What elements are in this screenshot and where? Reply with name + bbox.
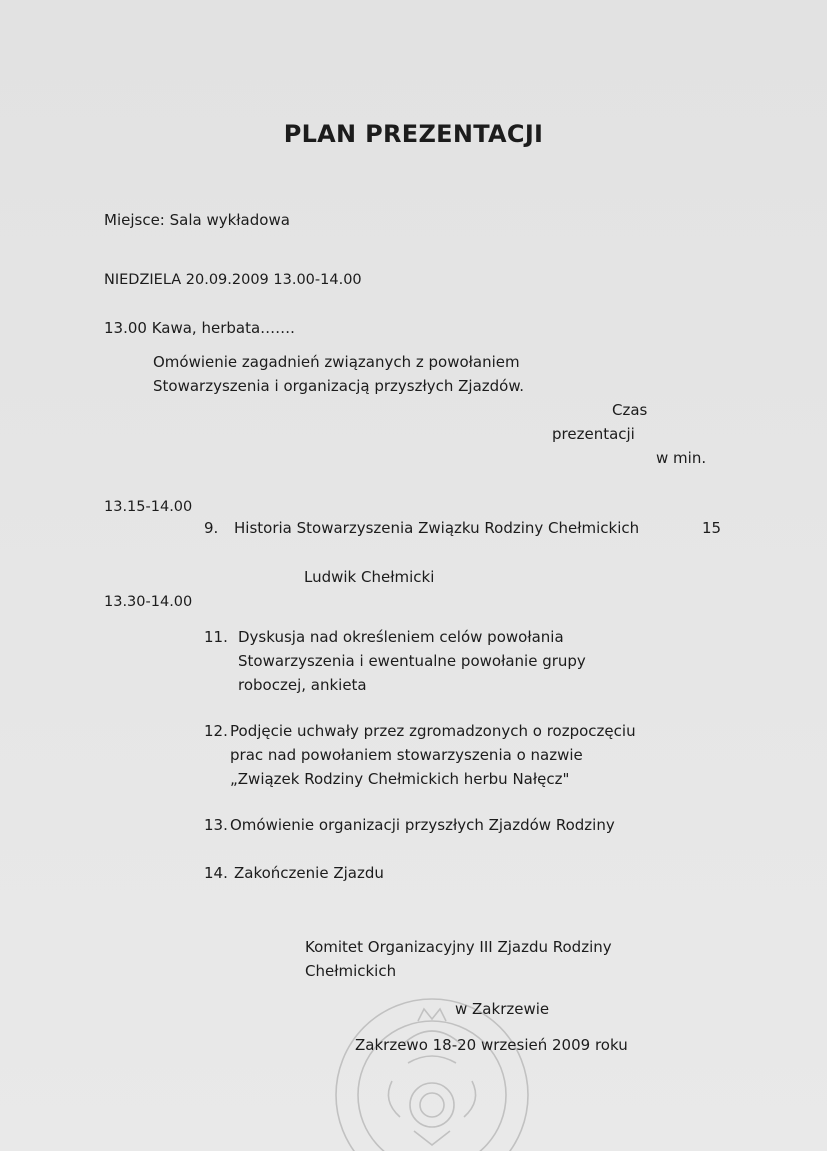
agenda-item-line: Dyskusja nad określeniem celów powołania — [238, 628, 564, 646]
slot2-time: 13.30-14.00 — [104, 594, 193, 610]
agenda-item-number: 12. — [204, 722, 228, 740]
agenda-item-line: Stowarzyszenia i ewentualne powołanie grupy — [238, 652, 586, 670]
agenda-item-line: roboczej, ankieta — [238, 676, 367, 694]
signature-place-date: Zakrzewo 18-20 wrzesień 2009 roku — [355, 1036, 628, 1054]
intro-line-2: Stowarzyszenia i organizacją przyszłych Zjazdów. — [153, 377, 525, 395]
signature-line-1: Komitet Organizacyjny III Zjazdu Rodziny — [305, 938, 612, 956]
agenda-item-line: Zakończenie Zjazdu — [234, 864, 384, 882]
agenda-item-line: Omówienie organizacji przyszłych Zjazdów Rodziny — [230, 816, 615, 834]
intro-line-1: Omówienie zagadnień związanych z powołaniem — [153, 353, 520, 371]
signature-line-3: w Zakrzewie — [455, 1000, 550, 1018]
slot1-minutes: 15 — [702, 519, 722, 537]
slot1-time: 13.15-14.00 — [104, 499, 193, 515]
slot1-number: 9. — [204, 519, 219, 537]
time-header-3: w min. — [656, 449, 707, 467]
slot1-speaker: Ludwik Chełmicki — [304, 568, 435, 586]
time-header-1: Czas — [612, 401, 648, 419]
agenda-item-13 — [204, 813, 724, 839]
time-header-2: prezentacji — [552, 425, 635, 443]
place-line: Miejsce: Sala wykładowa — [104, 211, 290, 229]
agenda-item-number: 13. — [204, 816, 228, 834]
agenda-item-line: „Związek Rodziny Chełmickich herbu Nałęcz" — [230, 770, 570, 788]
agenda-item-line: prac nad powołaniem stowarzyszenia o nazwie — [230, 746, 583, 764]
agenda-item-12 — [204, 719, 724, 793]
coffee-line: 13.00 Kawa, herbata……. — [104, 319, 295, 337]
page-title: PLAN PREZENTACJI — [283, 120, 544, 148]
agenda-item-number: 14. — [204, 864, 228, 882]
agenda-item-line: Podjęcie uchwały przez zgromadzonych o rozpoczęciu — [230, 722, 636, 740]
agenda-item-number: 11. — [204, 628, 228, 646]
agenda-item-11 — [204, 625, 724, 699]
signature-line-2: Chełmickich — [305, 962, 397, 980]
slot1-text: Historia Stowarzyszenia Związku Rodziny Chełmickich — [234, 519, 640, 537]
date-line: NIEDZIELA 20.09.2009 13.00-14.00 — [104, 272, 362, 288]
agenda-item-14 — [204, 861, 724, 887]
